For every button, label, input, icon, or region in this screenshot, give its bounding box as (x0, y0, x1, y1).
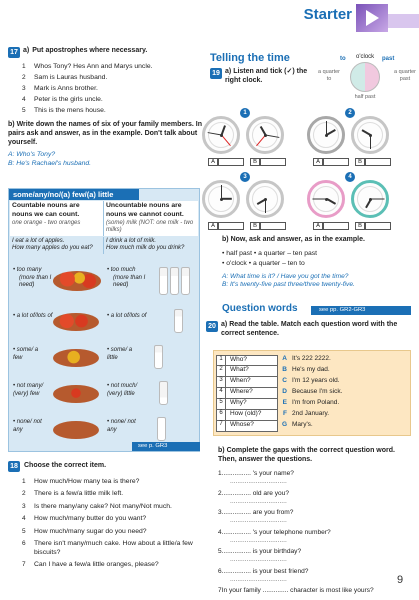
bullet-line: • half past • a quarter – ten past (222, 249, 318, 257)
gap-item[interactable]: 7In your family .............. character is most like yours? (218, 587, 374, 594)
list-item: 4 Peter is the girls uncle. (22, 95, 103, 103)
grammar-row: • a lot of/lots of • a lot of/lots of (9, 307, 199, 337)
label-quarter-to: a quarter to (318, 69, 341, 82)
see-reference[interactable]: see pp. GR2-GR3 (311, 306, 411, 315)
clock-icon (246, 116, 284, 154)
label-oclock: o'clock (356, 54, 375, 60)
clock-icon (307, 116, 345, 154)
see-reference[interactable]: see p. GR3 (132, 442, 200, 451)
list-item: 6 There isn't many/much cake. How about a little/a few biscuits? (22, 540, 193, 556)
exercise-20-header (206, 321, 412, 339)
clock-icon (202, 116, 240, 154)
option-a-checkbox[interactable]: A (208, 158, 218, 166)
gap-item[interactable]: 1................ 's your name? ............................... (218, 470, 294, 486)
instruction: Listen and tick (✓) the right clock. (225, 68, 308, 84)
option-a-checkbox[interactable]: A (208, 222, 218, 230)
apples-image (53, 385, 99, 403)
instruction: Choose the correct item. (24, 462, 107, 470)
option-b-answer[interactable] (260, 222, 286, 230)
bullet-line: • o'clock • a quarter – ten to (222, 260, 305, 268)
list-item: 7 Can I have a few/a little oranges, please? (22, 561, 159, 569)
apples-image (53, 313, 99, 331)
play-icon (356, 4, 388, 32)
option-a-answer[interactable] (323, 158, 349, 166)
apples-image (53, 421, 99, 439)
countable-example: one orange - two oranges (12, 219, 81, 226)
label-to: to (340, 56, 346, 62)
option-b-answer[interactable] (365, 158, 391, 166)
uncountable-heading: Uncountable nouns are nouns we cannot count. (106, 202, 184, 218)
clock-icon (202, 180, 240, 218)
option-b-checkbox[interactable]: B (355, 222, 365, 230)
list-item: 4 How much/many butter do you want? (22, 515, 147, 523)
instruction: Read the table. Match each question word with the correct sentence. (221, 321, 398, 337)
part-label: a) (23, 47, 30, 54)
exercise-20b (218, 446, 412, 598)
uncountable-q2: How much milk do you drink? (106, 245, 185, 252)
clock-icon (351, 180, 389, 218)
clock-group-2 (305, 108, 395, 168)
option-b-answer[interactable] (260, 158, 286, 166)
header-bar (272, 4, 419, 32)
page-title: Starter (303, 6, 352, 23)
gap-list (218, 470, 412, 595)
option-b-checkbox[interactable]: B (250, 158, 260, 166)
list-item: 5 How much/many sugar do you need? (22, 527, 147, 535)
clock-group-3 (200, 172, 290, 232)
list-item: 3 Is there many/any cake? Not many/Not much. (22, 502, 172, 510)
milk-bottle-image (170, 267, 179, 295)
list-item: 2 There is a few/a little milk left. (22, 490, 124, 498)
list-item: 3 Mark is Anns brother. (22, 84, 98, 92)
matching-row: 7 Whose? G Mary's. (216, 421, 410, 432)
matching-row: 6 How (old)? F 2nd January. (216, 410, 410, 421)
exercise-19b (222, 236, 412, 289)
grammar-row: • none/ not any • none/ not any (9, 415, 199, 445)
matching-row: 2 What? B He's my dad. (216, 366, 410, 377)
instruction-b: b) Write down the names of six of your family members. In pairs ask and answer, as in the example. Don't talk about yourself. (8, 120, 202, 147)
option-b-answer[interactable] (365, 222, 391, 230)
exercise-18 (8, 461, 204, 572)
countable-q1: I eat a lot of apples. (12, 237, 65, 244)
group-number: 1 (240, 108, 250, 118)
grammar-box (8, 188, 200, 452)
group-number: 4 (345, 172, 355, 182)
clock-icon (351, 116, 389, 154)
exercise-17-list (22, 63, 204, 115)
option-a-checkbox[interactable]: A (313, 222, 323, 230)
example-b: B: It's twenty-five past three/three twenty-five. (222, 280, 355, 288)
exercise-number: 20 (206, 321, 218, 332)
list-item: 1 Whos Tony? Hes Ann and Marys uncle. (22, 63, 153, 70)
option-b-checkbox[interactable]: B (355, 158, 365, 166)
instruction: Put apostrophes where necessary. (32, 47, 148, 54)
option-a-answer[interactable] (218, 222, 244, 230)
option-a-checkbox[interactable]: A (313, 158, 323, 166)
milk-bottle-image (159, 381, 168, 405)
example-a: A: What time is it? / Have you got the time? (222, 272, 349, 280)
matching-row: 3 When? C I'm 12 years old. (216, 377, 410, 388)
countable-q2: How many apples do you eat? (12, 245, 93, 252)
matching-row: 1 Who? A It's 222 2222. (216, 355, 410, 366)
grammar-title: some/any/no/(a) few/(a) little (9, 189, 139, 200)
clock-icon (246, 180, 284, 218)
matching-row: 4 Where? D Because I'm sick. (216, 388, 410, 399)
instruction-b: b) Complete the gaps with the correct question word. Then, answer the questions. (218, 447, 395, 464)
milk-bottle-image (174, 309, 183, 333)
exercise-number: 18 (8, 461, 20, 472)
clock-group-4 (305, 172, 395, 232)
milk-bottle-image (157, 417, 166, 441)
gap-item[interactable]: 2................ old are you? ............................... (218, 489, 290, 505)
option-a-answer[interactable] (218, 158, 244, 166)
matching-table (213, 350, 411, 436)
label-half-past: half past (354, 94, 376, 100)
milk-bottle-image (154, 345, 163, 369)
list-item: 5 This is the mens house. (22, 106, 106, 114)
apples-image (53, 271, 101, 291)
list-item: 1 How much/How many tea is there? (22, 478, 140, 485)
uncountable-example: (some) milk (NOT: one milk - two milks) (106, 219, 194, 234)
group-number: 2 (345, 108, 355, 118)
gap-item[interactable]: 5................ is your birthday? ............................... (218, 548, 302, 564)
milk-bottle-image (159, 267, 168, 295)
grammar-row: • some/ a few • some/ a little (9, 343, 199, 373)
exercise-17 (8, 47, 204, 168)
clock-diagram (318, 54, 418, 104)
clock-face-icon (350, 62, 380, 92)
gap-item[interactable]: 6................ is your best friend? ............................... (218, 567, 309, 583)
clock-icon (307, 180, 345, 218)
grammar-row: • too many (more than I need) • too much (more than I need) (9, 267, 199, 303)
exercise-number: 17 (8, 47, 20, 58)
gap-item[interactable]: 4................ 's your telephone number? ............................... (218, 528, 331, 544)
uncountable-q1: I drink a lot of milk. (106, 237, 157, 244)
apples-image (53, 349, 99, 367)
milk-bottle-image (181, 267, 190, 295)
page-number: 9 (397, 574, 404, 586)
exercise-19-header (210, 68, 320, 86)
section-title-question-words: Question words (222, 303, 298, 314)
option-b-checkbox[interactable]: B (250, 222, 260, 230)
example-a: A: Who's Tony? (8, 151, 56, 159)
option-a-answer[interactable] (323, 222, 349, 230)
header-strip (388, 14, 419, 28)
gap-item[interactable]: 3................ are you from? ............................... (218, 509, 294, 525)
clock-group-1 (200, 108, 290, 168)
label-past: past (382, 56, 395, 62)
group-number: 3 (240, 172, 250, 182)
matching-row: 5 Why? E I'm from Poland. (216, 399, 410, 410)
part-label: a) (221, 321, 228, 328)
label-quarter-past: a quarter past (393, 69, 416, 82)
list-item: 2 Sam is Lauras husband. (22, 73, 108, 81)
instruction-b: b) Now, ask and answer, as in the example. (222, 236, 365, 243)
countable-heading: Countable nouns are nouns we can count. (12, 202, 80, 218)
example-b: B: He's Rachael's husband. (8, 159, 92, 167)
exercise-number: 19 (210, 68, 222, 79)
section-title-time: Telling the time (210, 52, 290, 64)
exercise-18-list (22, 478, 204, 570)
grammar-row: • not many/ (very) few • not much/ (very) little (9, 379, 199, 409)
part-label: a) (225, 68, 232, 75)
